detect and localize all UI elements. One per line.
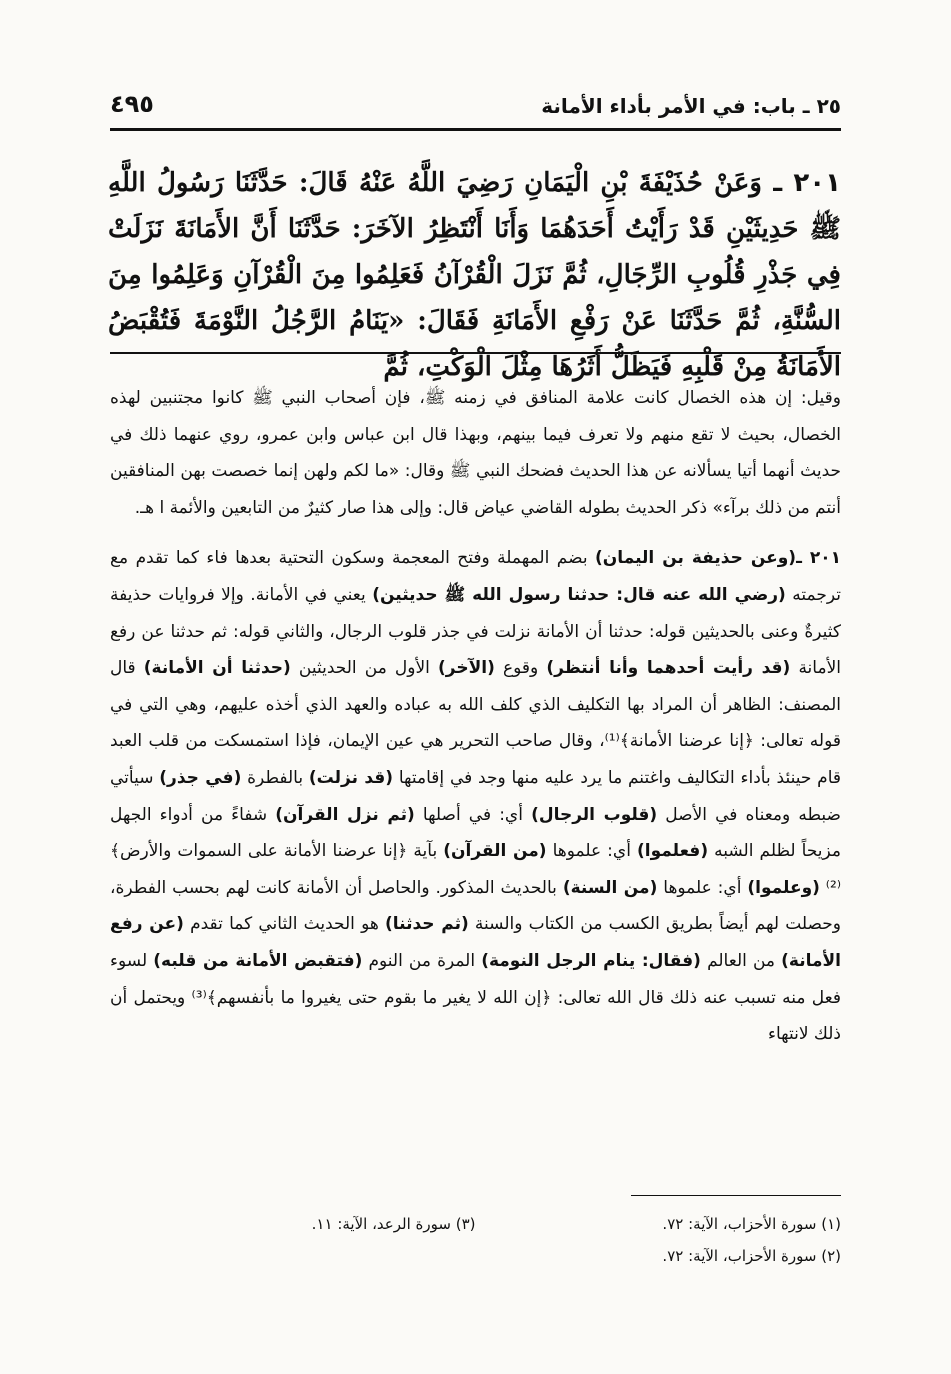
quoted-phrase: (من القرآن) — [443, 841, 547, 862]
footnote-3: (٣) سورة الرعد، الآية: ١١. — [311, 1215, 476, 1233]
separator-rule — [110, 352, 841, 354]
explanation-text: شفاءً من أدواء الجهل مزيحاً لظلم الشبه — [110, 804, 842, 862]
commentary-block — [110, 380, 841, 1053]
quoted-phrase: (وعلموا) — [747, 877, 820, 898]
hadith-text: وَعَنْ حُذَيْفَةَ بْنِ الْيَمَانِ رَضِيَ اللَّهُ عَنْهُ قَالَ: حَدَّثَنَا رَسُولُ اللَّهِ ﷺ حَدِيثَيْنِ قَدْ رَأَيْتُ أَحَدَهُمَا وَأَنَا أَنْتَظِرُ الآخَرَ: حَدَّثَنَا أَنَّ الأَمَانَةَ نَزَلَتْ فِي جَذْرِ قُلُوبِ الرِّجَالِ، ثُمَّ نَزَلَ الْقُرْآنُ فَعَلِمُوا مِنَ الْقُرْآنِ وَعَلِمُوا مِنَ السُّنَّةِ، ثُمَّ حَدَّثَنَا عَنْ رَفْعِ الأَمَانَةِ فَقَالَ: «يَنَامُ الرَّجُلُ النَّوْمَةَ فَتُقْبَضُ الأَمَانَةُ مِنْ قَلْبِهِ فَيَظَلُّ أَثَرُهَا مِثْلَ الْوَكْتِ، ثُمَّ — [108, 168, 841, 382]
quoted-phrase: (فقال: ينام الرجل النومة) — [481, 950, 701, 971]
running-header — [110, 82, 841, 128]
chapter-title: ٢٥ ـ باب: في الأمر بأداء الأمانة — [541, 94, 841, 118]
explanation-text: أي: علموها — [657, 877, 748, 898]
explanation-text: لسوء فعل منه تسبب عنه ذلك قال الله تعالى: ﴿إن الله لا يغير ما بقوم حتى يغيروا ما بأنفسهم﴾⁽³⁾ ويحتمل أن ذلك لانتهاء — [110, 950, 842, 1045]
explanation-text: المرة من النوم — [362, 950, 482, 971]
quoted-phrase: (رضي الله عنه قال: حدثنا رسول الله ﷺ حديثين) — [372, 584, 786, 605]
quoted-phrase: (ثم حدثنا) — [385, 914, 469, 935]
explanation-text: من العالم — [700, 950, 782, 971]
explanation-text: بآية ﴿إنا عرضنا الأمانة على السموات والأرض﴾⁽²⁾ — [110, 841, 841, 898]
explanation-text: الأول من الحديثين — [290, 658, 439, 679]
explanation-text: سيأتي ضبطه ومعناه في الأصل — [110, 767, 841, 825]
quoted-phrase: (حدثنا أن الأمانة) — [143, 658, 291, 679]
explanation-text: بالفطرة — [241, 767, 309, 788]
hadith-number: ٢٠١ ـ — [773, 168, 841, 198]
quoted-phrase: (الآخر) — [438, 658, 495, 679]
quoted-phrase: (عن رفع الأمانة) — [110, 914, 841, 971]
footnotes — [110, 1208, 841, 1272]
quoted-phrase: (من السنة) — [562, 877, 658, 898]
quoted-phrase: (فعلموا) — [637, 841, 709, 862]
quoted-phrase: (فتقبض الأمانة من قلبه) — [153, 950, 363, 971]
footnote-2: (٢) سورة الأحزاب، الآية: ٧٢. — [662, 1247, 841, 1265]
explanation-text: بالحديث المذكور. والحاصل أن الأمانة كانت لهم بحسب الفطرة، وحصلت لهم أيضاً بطريق الكسب من الكتاب والسنة — [110, 877, 841, 935]
hadith-text-block — [108, 160, 841, 390]
header-rule — [110, 128, 841, 131]
explanation-text: بضم المهملة وفتح المعجمة وسكون التحتية بعدها فاء كما تقدم مع ترجمته — [110, 548, 841, 605]
commentary-paragraph-1: وقيل: إن هذه الخصال كانت علامة المنافق في زمنه ﷺ، فإن أصحاب النبي ﷺ كانوا مجتنبين لهذه الخصال، بحيث لا تقع منهم ولا تعرف فيما بينهم، وبهذا قال ابن عباس وابن عمرو، روي عنهما ذلك في حديث أنهما أتيا يسألانه عن هذا الحديث فضحك النبي ﷺ وقال: «ما لكم ولهن إنما خصصت بهن المنافقين أنتم من ذلك برآء» ذكر الحديث بطوله القاضي عياض قال: وإلى هذا صار كثيرٌ من التابعين والأئمة ا هـ. — [110, 388, 841, 518]
quoted-phrase: (وعن حذيفة بن اليمان) — [595, 548, 797, 569]
quoted-phrase: (ثم نزل القرآن) — [275, 804, 415, 825]
explanation-text: يعني في الأمانة. وإلا فروايات حذيفة كثيرةٌ وعنى بالحديثين قوله: حدثنا أن الأمانة نزلت في جذر قلوب الرجال، والثاني قوله: ثم حدثنا عن رفع الأمانة — [110, 584, 841, 679]
footnote-1: (١) سورة الأحزاب، الآية: ٧٢. — [662, 1215, 841, 1233]
commentary-number: ٢٠١ ـ — [796, 548, 841, 569]
explanation-text: أي: في أصلها — [414, 804, 532, 825]
commentary-paragraph-2 — [110, 540, 841, 1052]
explanation-text: أي: علموها — [546, 841, 637, 862]
quoted-phrase: (قد رأيت أحدهما وأنا أنتظر) — [546, 658, 791, 679]
explanation-text: هو الحديث الثاني كما تقدم — [183, 914, 385, 935]
explanation-text: قال المصنف: الظاهر أن المراد بها التكليف الذي كلف الله به عباده والعهد الذي أخذه عليهم، وهي التي في قوله تعالى: ﴿إنا عرضنا الأمانة﴾⁽¹⁾، وقال صاحب التحرير هي عين الإيمان، فإذا استمسكت من قلب العبد قام حينئذ بأداء التكاليف واغتنم ما يرد عليه منها وجد في إقامتها — [110, 658, 841, 788]
quoted-phrase: (قد نزلت) — [308, 767, 394, 788]
quoted-phrase: (في جذر) — [159, 767, 242, 788]
footnote-rule — [631, 1195, 841, 1196]
page-number: ٤٩٥ — [110, 90, 154, 118]
explanation-text: وقوع — [494, 658, 547, 679]
quoted-phrase: (قلوب الرجال) — [531, 804, 658, 825]
